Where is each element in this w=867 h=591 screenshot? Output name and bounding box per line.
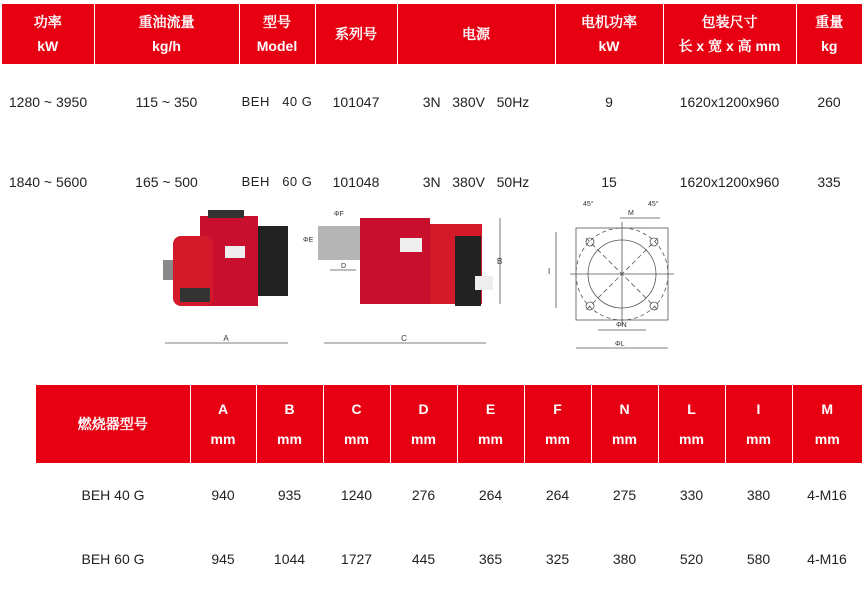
dimension-header-e: E mm: [457, 385, 524, 463]
dimension-header-i: I mm: [725, 385, 792, 463]
table-cell: 3N 380V 50Hz: [422, 93, 530, 110]
burner-photo-front: [303, 211, 502, 343]
table-cell: 101048: [332, 173, 380, 190]
dim-label-a: A: [223, 334, 229, 343]
dim-label-n: ΦN: [616, 322, 627, 329]
table-cell: 580: [746, 551, 771, 567]
table-cell: 330: [679, 487, 704, 503]
table-cell: 380: [612, 551, 637, 567]
table-cell: 1620x1200x960: [679, 93, 780, 110]
dimension-header-f: F mm: [524, 385, 591, 463]
table-cell: 4-M16: [807, 551, 847, 567]
table-cell: 165 ~ 500: [135, 173, 198, 190]
spec-header-model: 型号 Model: [239, 4, 315, 64]
table-row: [36, 463, 862, 527]
table-cell: 520: [679, 551, 704, 567]
spec-header-power-supply: 电源: [397, 4, 555, 64]
dimension-table: [36, 385, 862, 591]
table-cell: 935: [277, 487, 302, 503]
spec-header-package-size: 包装尺寸 长 x 宽 x 高 mm: [663, 4, 796, 64]
table-row: [36, 527, 862, 591]
table-cell: 1280 ~ 3950: [8, 93, 88, 110]
table-cell: 264: [478, 487, 503, 503]
spec-header-motor-power: 电机功率 kW: [555, 4, 663, 64]
dim-label-angle-1: 45°: [583, 201, 594, 208]
dimension-header-n: N mm: [591, 385, 658, 463]
table-cell: 940: [211, 487, 235, 503]
dimension-header-a: A mm: [190, 385, 256, 463]
dimension-header-model: 燃烧器型号: [36, 385, 190, 463]
dim-label-l: ΦL: [615, 341, 625, 348]
table-cell: 1727: [340, 551, 373, 567]
burner-photo-side: [163, 210, 288, 343]
table-cell: 101047: [332, 93, 380, 110]
dim-label-i: I: [548, 267, 551, 276]
flange-drawing: [556, 218, 674, 348]
table-cell: 445: [411, 551, 436, 567]
dimension-header-b: B mm: [256, 385, 323, 463]
table-cell: 276: [411, 487, 436, 503]
dim-label-f: ΦF: [334, 211, 344, 218]
table-cell: 380: [746, 487, 771, 503]
dim-label-angle-2: 45°: [648, 201, 659, 208]
dim-label-c: C: [401, 334, 407, 343]
table-cell: BEH 40 G: [241, 94, 313, 109]
dim-label-d: D: [341, 263, 347, 270]
dimension-header-m: M mm: [792, 385, 862, 463]
table-cell: BEH 60 G: [81, 551, 145, 567]
table-cell: 1840 ~ 5600: [8, 173, 88, 190]
table-cell: 945: [211, 551, 235, 567]
table-cell: 264: [545, 487, 570, 503]
table-cell: 335: [817, 173, 841, 190]
spec-header-weight: 重量 kg: [796, 4, 862, 64]
table-cell: 3N 380V 50Hz: [422, 173, 530, 190]
table-cell: 365: [478, 551, 503, 567]
table-cell: 325: [545, 551, 570, 567]
table-cell: 275: [612, 487, 637, 503]
table-cell: 1620x1200x960: [679, 173, 780, 190]
spec-header-series: 系列号: [315, 4, 397, 64]
spec-table: [2, 4, 862, 224]
dim-label-b: B: [497, 257, 503, 266]
table-row: [2, 64, 862, 139]
dim-label-e: ΦE: [303, 237, 314, 244]
table-cell: BEH 60 G: [241, 174, 313, 189]
dimension-drawings: [0, 196, 867, 356]
table-cell: 1044: [273, 551, 306, 567]
dimension-header-d: D mm: [390, 385, 457, 463]
table-cell: 260: [817, 93, 841, 110]
spec-header-row: [2, 4, 862, 64]
table-cell: BEH 40 G: [81, 487, 145, 503]
table-cell: 9: [605, 93, 613, 110]
spec-header-power: 功率 kW: [2, 4, 94, 64]
table-cell: 4-M16: [807, 487, 847, 503]
dimension-header-row: [36, 385, 862, 463]
table-cell: 115 ~ 350: [135, 93, 198, 110]
table-cell: 15: [601, 173, 617, 190]
dimension-header-l: L mm: [658, 385, 725, 463]
table-cell: 1240: [340, 487, 373, 503]
spec-header-oil-flow: 重油流量 kg/h: [94, 4, 239, 64]
dim-label-m: M: [628, 210, 634, 217]
dimension-header-c: C mm: [323, 385, 390, 463]
